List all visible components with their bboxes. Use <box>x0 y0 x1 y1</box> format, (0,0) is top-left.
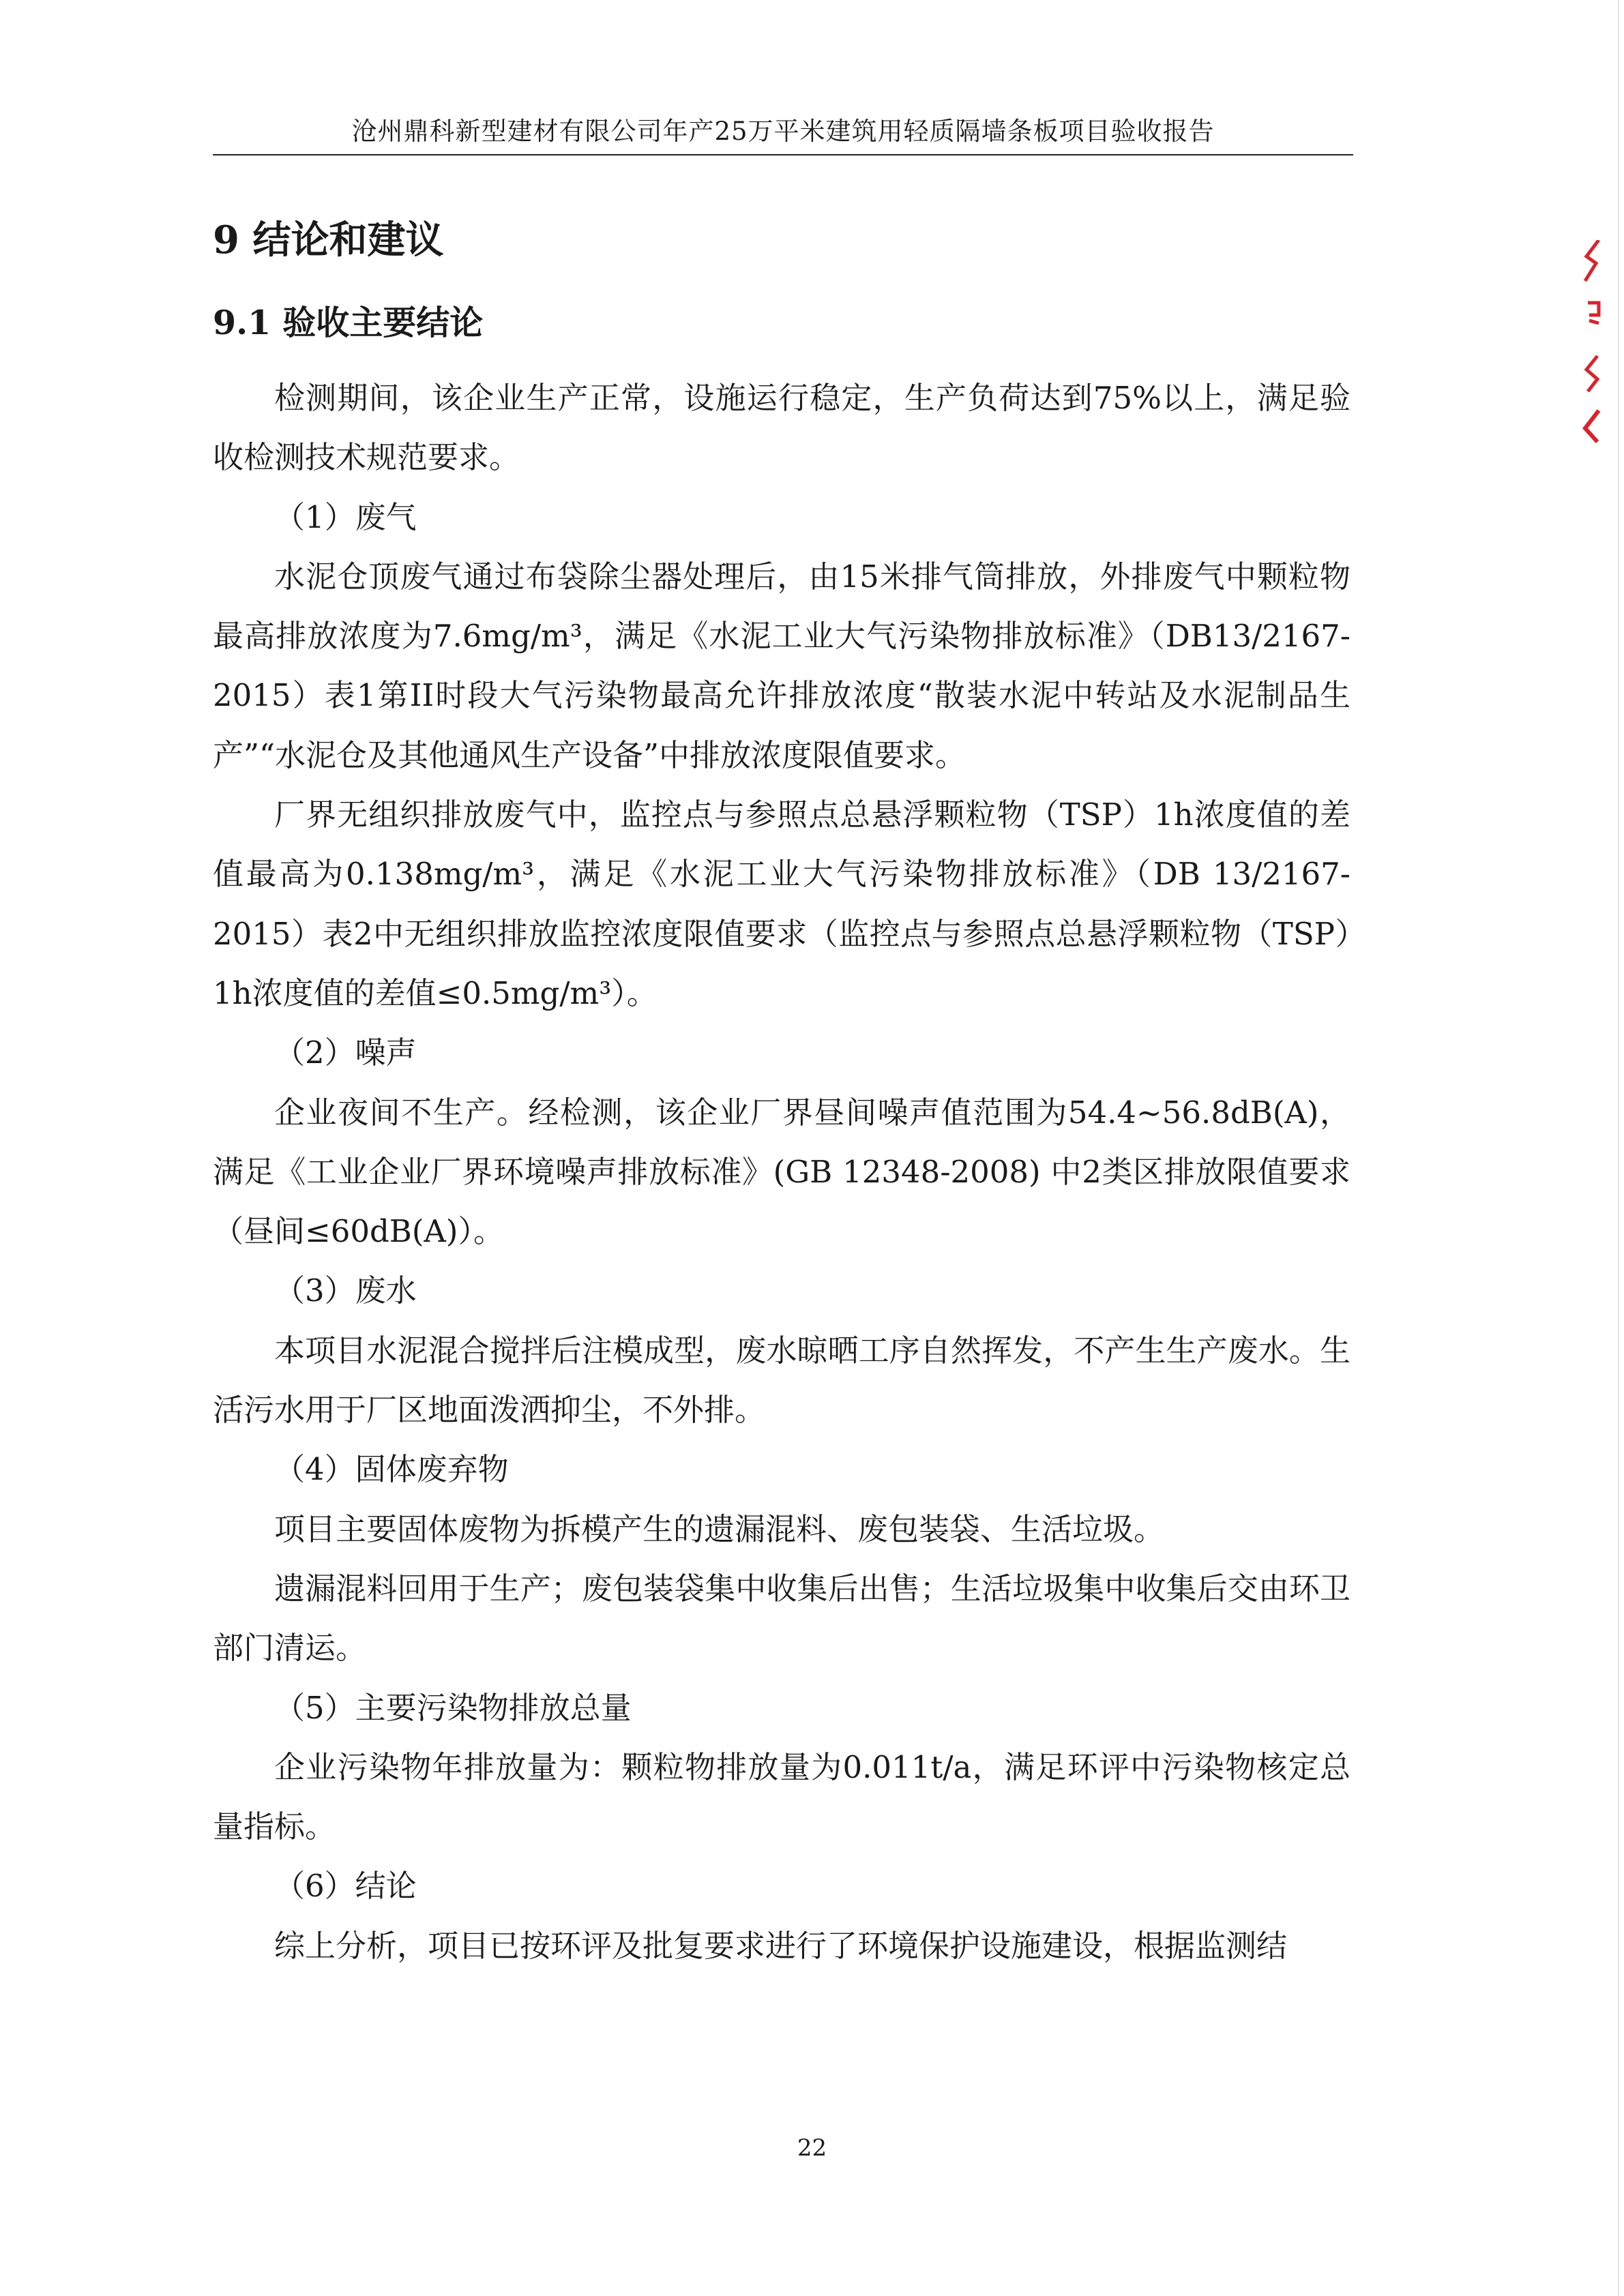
item-heading-waste-gas: （1）废气 <box>274 498 417 535</box>
body-text <box>213 368 1350 1976</box>
paragraph-conclusion: 综上分析，项目已按环评及批复要求进行了环境保护设施建设，根据监测结 <box>274 1927 1288 1964</box>
item-heading-total-emissions: （5）主要污染物排放总量 <box>274 1689 632 1726</box>
paragraph-intro: 检测期间，该企业生产正常，设施运行稳定，生产负荷达到75%以上，满足验收检测技术规范要求。 <box>213 380 1350 476</box>
item-heading-conclusion: （6）结论 <box>274 1868 417 1905</box>
running-header: 沧州鼎科新型建材有限公司年产25万平米建筑用轻质隔墙条板项目验收报告 <box>351 117 1215 146</box>
paragraph-solid-waste-disposal: 遗漏混料回用于生产；废包装袋集中收集后出售；生活垃圾集中收集后交由环卫部门清运。 <box>213 1570 1350 1667</box>
header-rule <box>213 154 1353 155</box>
paragraph-waste-gas-unorganized: 厂界无组织排放废气中，监控点与参照点总悬浮颗粒物（TSP）1h浓度值的差值最高为0.138mg/m³，满足《水泥工业大气污染物排放标准》（DB 13/2167-2015）表2中无组织排放监控浓度限值要求（监控点与参照点总悬浮颗粒物（TSP）1h浓度值的差值≤0.5mg/m³）。 <box>213 796 1350 1011</box>
paragraph-waste-water: 本项目水泥混合搅拌后注模成型，废水晾晒工序自然挥发，不产生生产废水。生活污水用于厂区地面泼洒抑尘，不外排。 <box>213 1332 1350 1429</box>
section-title: 9 结论和建议 <box>213 218 444 263</box>
paragraph-noise: 企业夜间不生产。经检测，该企业厂界昼间噪声值范围为54.4~56.8dB(A)，满足《工业企业厂界环境噪声排放标准》(GB 12348-2008) 中2类区排放限值要求（昼间≤60dB(A)）。 <box>213 1094 1350 1250</box>
item-heading-noise: （2）噪声 <box>274 1034 417 1071</box>
subsection-title: 9.1 验收主要结论 <box>213 303 484 342</box>
scan-edge-line <box>1618 0 1619 2296</box>
paragraph-waste-gas-organized: 水泥仓顶废气通过布袋除尘器处理后，由15米排气筒排放，外排废气中颗粒物最高排放浓度为7.6mg/m³，满足《水泥工业大气污染物排放标准》（DB13/2167-2015）表1第II时段大气污染物最高允许排放浓度“散装水泥中转站及水泥制品生产”“水泥仓及其他通风生产设备”中排放浓度限值要求。 <box>213 558 1350 773</box>
seal-stamp-fragment <box>1581 240 1601 445</box>
paragraph-solid-waste-sources: 项目主要固体废物为拆模产生的遗漏混料、废包装袋、生活垃圾。 <box>274 1510 1165 1547</box>
paragraph-total-emissions: 企业污染物年排放量为：颗粒物排放量为0.011t/a，满足环评中污染物核定总量指标。 <box>213 1748 1350 1845</box>
page-number: 22 <box>797 2134 827 2162</box>
item-heading-waste-water: （3）废水 <box>274 1272 417 1309</box>
item-heading-solid-waste: （4）固体废弃物 <box>274 1451 509 1488</box>
